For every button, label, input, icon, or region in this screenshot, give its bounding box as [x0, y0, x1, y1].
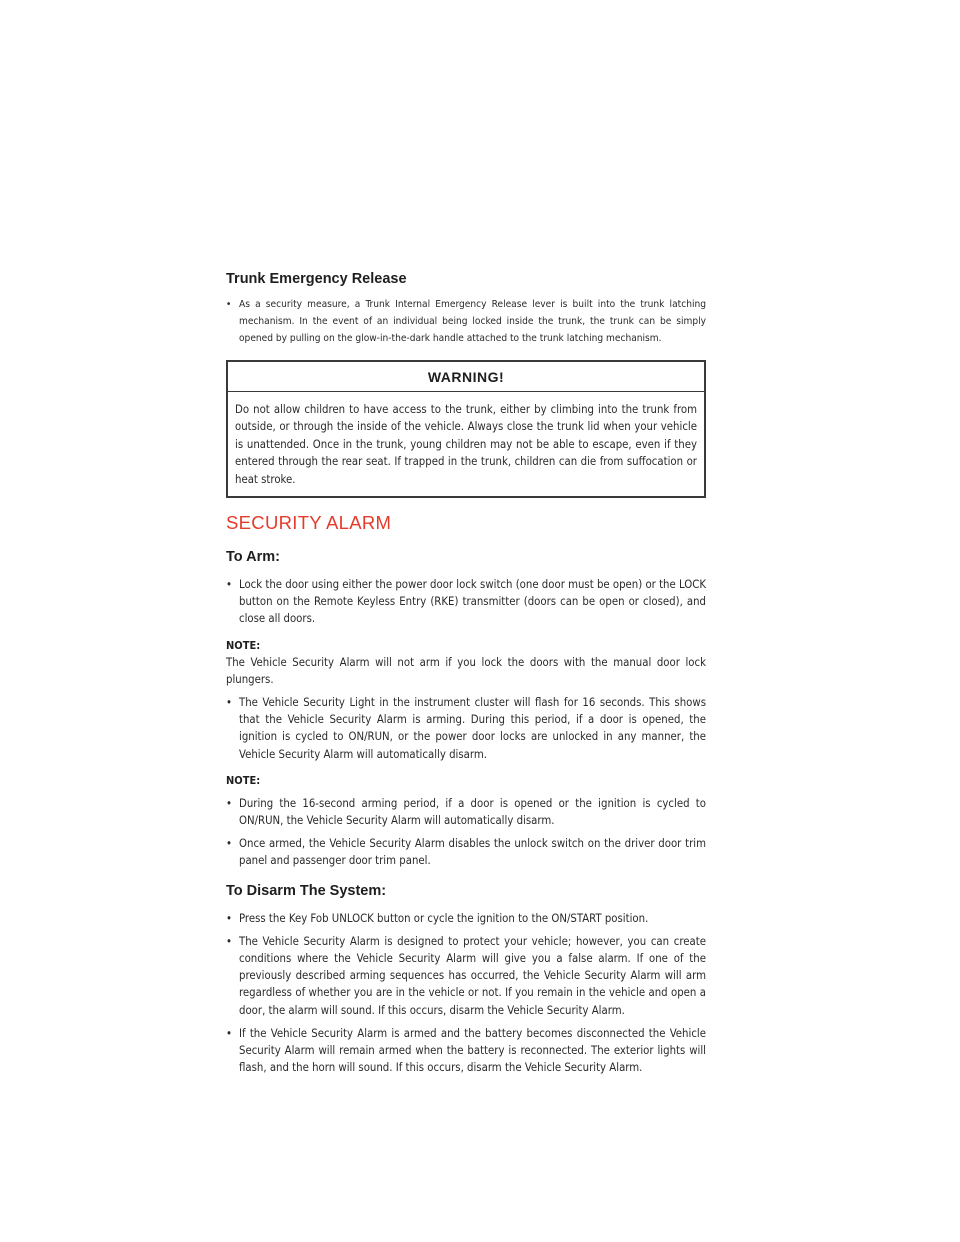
disarm-bullet: • Press the Key Fob UNLOCK button or cycle the ignition to the ON/START position. — [226, 910, 706, 927]
note-text: The Vehicle Security Alarm will not arm if you lock the doors with the manual door lock plungers. — [226, 655, 706, 686]
note-label: NOTE: — [226, 773, 261, 787]
warning-body: Do not allow children to have access to the trunk, either by climbing into the trunk from outside, or through the inside of the vehicle. Always close the trunk lid when your vehicle is unattended. Once in the trunk, young children may not be able to escape, even if they entered through the rear seat. If trapped in the trunk, children can die from suffocation or heat stroke. — [235, 403, 697, 486]
to-arm-heading: To Arm: — [226, 549, 280, 566]
disarm-bullet: • The Vehicle Security Alarm is designed to protect your vehicle; however, you can create conditions where the Vehicle Security Alarm will give you a false alarm. If one of the previously described arming sequences has occurred, the Vehicle Security Alarm will arm regardless of whether you are in the vehicle or not. If you remain in the vehicle and open a door, the alarm will sound. If this occurs, disarm the Vehicle Security Alarm. — [226, 933, 706, 1019]
arm-bullet: • Lock the door using either the power door lock switch (one door must be open) or the LOCK button on the Remote Keyless Entry (RKE) transmitter (doors can be open or closed), and close all doors. — [226, 576, 706, 628]
page-content — [226, 270, 706, 1077]
disarm-bullet: • If the Vehicle Security Alarm is armed and the battery becomes disconnected the Vehicle Security Alarm will remain armed when the battery is reconnected. The exterior lights will flash, and the horn will sound. If this occurs, disarm the Vehicle Security Alarm. — [226, 1025, 706, 1077]
warning-title: WARNING! — [228, 362, 704, 392]
security-light-bullet: • The Vehicle Security Light in the instrument cluster will flash for 16 seconds. This shows that the Vehicle Security Alarm is arming. During this period, if a door is opened, the ignition is cycled to ON/RUN, or the power door locks are unlocked in any manner, the Vehicle Security Alarm will automatically disarm. — [226, 694, 706, 763]
trunk-release-bullet: • As a security measure, a Trunk Internal Emergency Release lever is built into the trunk latching mechanism. In the event of an individual being locked inside the trunk, the trunk can be simply opened by pulling on the glow-in-the-dark handle attached to the trunk latching mechanism. — [226, 296, 706, 347]
note-bullet: • Once armed, the Vehicle Security Alarm disables the unlock switch on the driver door trim panel and passenger door trim panel. — [226, 835, 706, 869]
to-disarm-heading: To Disarm The System: — [226, 882, 387, 899]
note-label: NOTE: — [226, 638, 261, 652]
security-alarm-title: SECURITY ALARM — [226, 512, 392, 534]
warning-box — [226, 360, 706, 498]
trunk-emergency-release-heading: Trunk Emergency Release — [226, 271, 407, 287]
note-bullet: • During the 16-second arming period, if a door is opened or the ignition is cycled to ON/RUN, the Vehicle Security Alarm will automatically disarm. — [226, 795, 706, 829]
